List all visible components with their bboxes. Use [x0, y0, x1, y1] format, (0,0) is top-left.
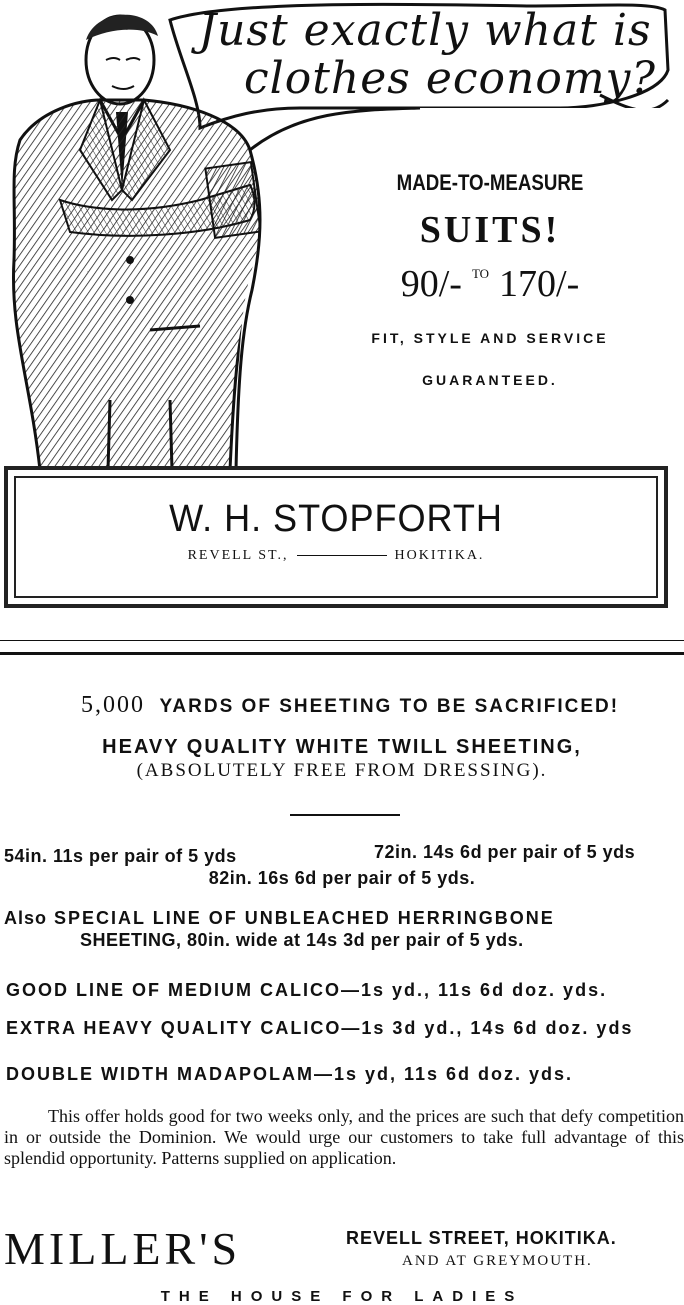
price-72in: 72in. 14s 6d per pair of 5 yds: [374, 842, 636, 862]
merchant-box: [4, 466, 668, 608]
price-82in: 82in. 16s 6d per pair of 5 yds.: [208, 868, 476, 888]
store-address: REVELL STREET, HOKITIKA.: [346, 1228, 617, 1248]
store-slogan: THE HOUSE FOR LADIES: [160, 1288, 524, 1305]
price-to: 170/-: [499, 263, 580, 305]
section-divider-thick: [0, 652, 684, 655]
merchant-name: W. H. STOPFORTH: [169, 498, 503, 540]
headline-line-2: clothes economy?: [244, 53, 656, 104]
price-from: 90/-: [400, 263, 462, 305]
special-line-text: SPECIAL LINE OF UNBLEACHED HERRINGBONE: [54, 908, 555, 928]
suit-price-range: [300, 262, 680, 306]
store-name: MILLER'S: [4, 1223, 242, 1274]
guarantee-line-2: GUARANTEED.: [422, 372, 558, 388]
offer-paragraph: This offer holds good for two weeks only, and the prices are such that defy competition in or outside the Dominion. We would urge our customers to take full advantage of this splendid opportunity. Patterns supplied on application.: [4, 1106, 684, 1168]
address-rule: [297, 555, 387, 556]
medium-calico-price: GOOD LINE OF MEDIUM CALICO—1s yd., 11s 6d doz. yds.: [6, 980, 608, 1000]
special-line-heading: [4, 908, 555, 929]
price-54in: 54in. 11s per pair of 5 yds: [4, 846, 237, 866]
sacrifice-quantity: 5,000: [80, 692, 145, 718]
madapolam-price: DOUBLE WIDTH MADAPOLAM—1s yd, 11s 6d doz. yds.: [6, 1064, 574, 1084]
section-divider-thin: [0, 640, 684, 641]
special-also: Also: [4, 908, 48, 928]
heavy-calico-price: EXTRA HEAVY QUALITY CALICO—1s 3d yd., 14s 6d doz. yds: [6, 1018, 634, 1038]
sacrifice-text: YARDS OF SHEETING TO BE SACRIFICED!: [159, 696, 620, 717]
address-town: HOKITIKA.: [394, 548, 485, 563]
guarantee-line-1: FIT, STYLE AND SERVICE: [371, 330, 609, 346]
address-street: REVELL ST.,: [187, 548, 289, 563]
absolutely-free-note: (ABSOLUTELY FREE FROM DRESSING).: [136, 760, 548, 781]
headline-line-1: Just exactly what is: [198, 5, 652, 56]
special-sheeting-price: SHEETING, 80in. wide at 14s 3d per pair of 5 yds.: [80, 930, 524, 950]
suits-heading: SUITS!: [419, 209, 561, 251]
merchant-address: [8, 548, 664, 564]
heavy-quality-heading: HEAVY QUALITY WHITE TWILL SHEETING,: [102, 736, 582, 758]
price-to-word: TO: [471, 266, 490, 281]
short-divider: [290, 814, 400, 816]
store-branch: AND AT GREYMOUTH.: [402, 1253, 593, 1269]
made-to-measure-heading: MADE-TO-MEASURE: [396, 170, 584, 195]
sacrifice-heading: [20, 692, 680, 719]
